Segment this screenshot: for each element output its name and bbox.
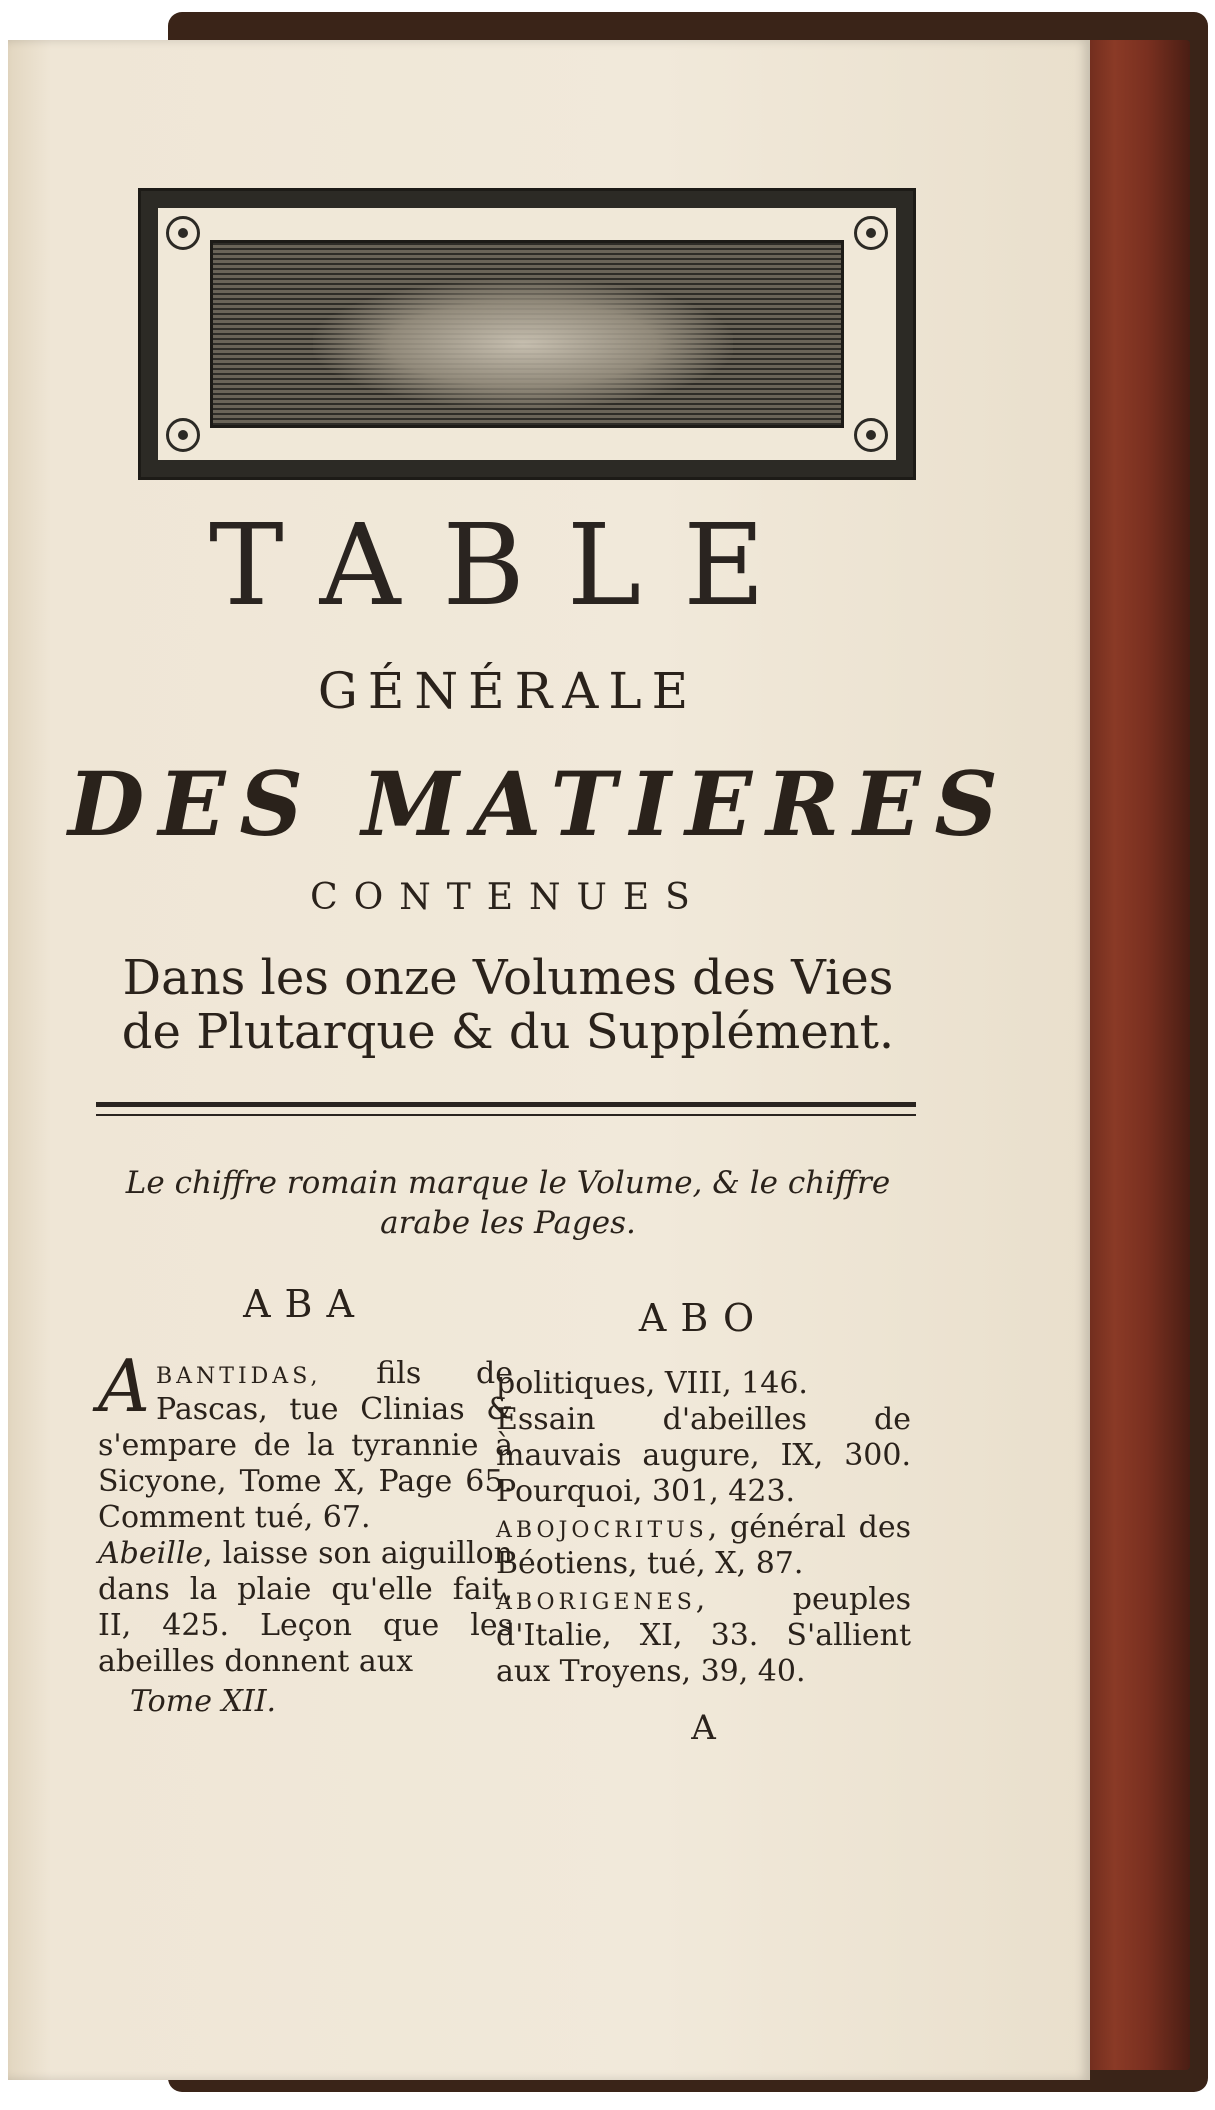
right-column — [496, 1282, 911, 1748]
rosette-icon — [166, 418, 200, 452]
title-table: TABLE — [209, 501, 807, 631]
page-edges — [1082, 40, 1190, 2070]
entry-continuation: politiques, VIII, 146. — [496, 1365, 808, 1401]
index-entry — [496, 1582, 911, 1690]
volume-footer: Tome XII. — [130, 1683, 277, 1719]
title-generale: GÉNÉRALE — [317, 662, 699, 720]
subtitle-line-2: de Plutarque & du Supplément. — [121, 1003, 895, 1060]
entry-lead: ABOJOCRITUS — [496, 1517, 708, 1543]
index-entry — [98, 1343, 513, 1536]
left-column — [98, 1282, 513, 1720]
title-subtitle — [68, 952, 948, 1060]
signature-mark: A — [691, 1707, 716, 1748]
entry-lead: Abeille — [98, 1535, 204, 1571]
entry-text: fils de Pascas, tue Clinias & s'empare de la tyrannie à Sicyone, Tome X, Page 65. Comment tué, 67. — [98, 1355, 513, 1535]
rosette-icon — [854, 216, 888, 250]
index-entry — [496, 1510, 911, 1582]
column-heading: ABA — [243, 1282, 368, 1326]
entry-text: , peuples d'Italie, XI, 33. S'allient aux Troyens, 39, 40. — [496, 1581, 911, 1689]
floral-spray-icon — [313, 279, 733, 409]
entry-text: , général des Béotiens, tué, X, 87. — [496, 1509, 911, 1581]
entry-lead: ABORIGENES — [496, 1589, 696, 1615]
book-page — [8, 40, 1090, 2080]
note-line-2: arabe les Pages. — [380, 1204, 636, 1241]
rosette-icon — [854, 418, 888, 452]
entry-continuation: Essain d'abeilles de mauvais augure, IX, 300. Pourquoi, 301, 423. — [496, 1401, 911, 1509]
note-line-1: Le chiffre romain marque le Volume, & le chiffre — [125, 1165, 891, 1201]
title-contenues: CONTENUES — [310, 877, 706, 918]
entry-lead: BANTIDAS, — [156, 1363, 322, 1389]
headpiece-frame — [155, 205, 899, 463]
headpiece-engraving — [210, 240, 844, 428]
usage-note — [68, 1164, 948, 1243]
subtitle-line-1: Dans les onze Volumes des Vies — [122, 950, 894, 1006]
column-heading: ABO — [638, 1296, 769, 1340]
ornamental-headpiece — [138, 188, 916, 480]
rosette-icon — [166, 216, 200, 250]
title-matieres: DES MATIERES — [68, 752, 1012, 856]
divider-rule-thin — [96, 1114, 916, 1116]
drop-cap: A — [98, 1343, 150, 1428]
index-entry — [98, 1536, 513, 1680]
entry-text: , laisse son aiguillon dans la plaie qu'elle fait, II, 425. Leçon que les abeilles donnent aux — [98, 1535, 513, 1679]
divider-rule — [96, 1102, 916, 1107]
